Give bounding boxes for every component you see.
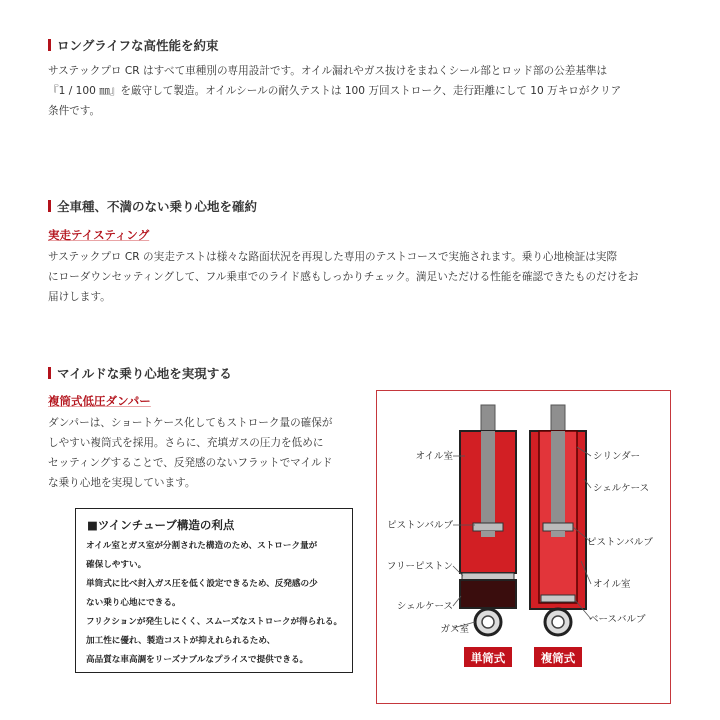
section-heading-text: 全車種、不満のない乗り心地を確約 <box>57 199 258 214</box>
benefit-line: 加工性に優れ、製造コストが抑えれられるため、 <box>86 636 276 646</box>
heading-marker <box>48 367 51 379</box>
section-heading-text: ロングライフな高性能を約束 <box>57 38 219 53</box>
rod-end <box>481 531 495 537</box>
gas-chamber <box>460 580 516 608</box>
section-body-longlife <box>48 61 668 121</box>
label-base-valve: ベースバルブ <box>589 614 646 625</box>
label-oil-chamber: オイル室 <box>415 451 453 462</box>
mono-tube-damper <box>460 405 516 635</box>
body-line: 届けします。 <box>48 291 111 303</box>
heading-marker <box>48 39 51 51</box>
body-line: な乗り心地を実現しています。 <box>48 477 196 489</box>
label-free-piston: フリーピストン <box>386 561 453 572</box>
benefit-line: フリクションが発生しにくく、スムーズなストロークが得られる。 <box>86 617 343 627</box>
body-line: 『1 / 100 ㎜』を厳守して製造。オイルシールの耐久テストは 100 万回ストローク、走行距離にして 10 万キロがクリア <box>48 85 622 97</box>
benefit-line: 単筒式に比べ封入ガス圧を低く設定できるため、反発感の少 <box>86 579 318 589</box>
twin-tube-tag: 複筒式 <box>540 651 576 665</box>
section-body-mild-ride <box>48 413 358 493</box>
damper-diagram <box>376 390 671 704</box>
body-line: しやすい複筒式を採用。さらに、充填ガスの圧力を低めに <box>48 437 324 449</box>
body-line: 条件です。 <box>48 105 101 117</box>
section-heading-text: マイルドな乗り心地を実現する <box>57 366 232 381</box>
label-piston-valve: ピストンバルブ <box>387 520 453 531</box>
label-oil-chamber: オイル室 <box>593 579 631 590</box>
twin-tube-benefits-box <box>75 508 353 673</box>
body-line: サステックプロ CR はすべて車種別の専用設計です。オイル漏れやガス抜けをまねくシール部とロッド部の公差基準は <box>48 65 608 77</box>
section-body-ride-comfort <box>48 247 668 307</box>
section-heading-longlife <box>48 36 219 54</box>
benefits-title: ■ツインチューブ構造の利点 <box>87 518 235 532</box>
subheading-twin-tube-damper: 複筒式低圧ダンパー <box>48 394 151 408</box>
base-valve <box>541 595 575 602</box>
mono-tube-tag: 単筒式 <box>470 651 506 665</box>
benefit-line: オイル室とガス室が分割された構造のため、ストローク量が <box>86 541 318 551</box>
body-line: ダンパーは、ショートケース化してもストローク量の確保が <box>48 417 333 429</box>
label-shell-case: シェルケース <box>593 483 650 494</box>
subheading-road-testing: 実走テイスティング <box>48 228 150 242</box>
label-gas-chamber: ガス室 <box>440 624 469 635</box>
twin-tube-damper <box>530 405 586 635</box>
damper-illustration <box>377 391 672 705</box>
label-shell-case: シェルケース <box>396 601 453 612</box>
label-cylinder: シリンダー <box>593 451 641 462</box>
free-piston <box>462 573 514 580</box>
lower-eye-hole <box>552 616 564 628</box>
body-line: にローダウンセッティングして、フル乗車でのライド感もしっかりチェック。満足いただける性能を確認できたものだけをお <box>48 271 639 283</box>
piston-valve <box>473 523 503 531</box>
section-heading-ride-comfort <box>48 197 257 215</box>
piston-rod-inner <box>481 431 495 527</box>
body-line: セッティングすることで、反発感のないフラットでマイルド <box>48 457 333 469</box>
rod-end <box>551 531 565 537</box>
piston-rod-inner <box>551 431 565 527</box>
benefit-line: 確保しやすい。 <box>86 560 147 570</box>
heading-marker <box>48 200 51 212</box>
benefit-line: ない乗り心地にできる。 <box>86 598 181 608</box>
benefit-line: 高品質な車高調をリーズナブルなプライスで提供できる。 <box>86 655 309 665</box>
section-heading-mild-ride <box>48 364 232 382</box>
body-line: サステックプロ CR の実走テストは様々な路面状況を再現した専用のテストコースで実施されます。乗り心地検証は実際 <box>48 251 618 263</box>
label-piston-valve: ピストンバルブ <box>587 537 653 548</box>
piston-valve <box>543 523 573 531</box>
lower-eye-hole <box>482 616 494 628</box>
